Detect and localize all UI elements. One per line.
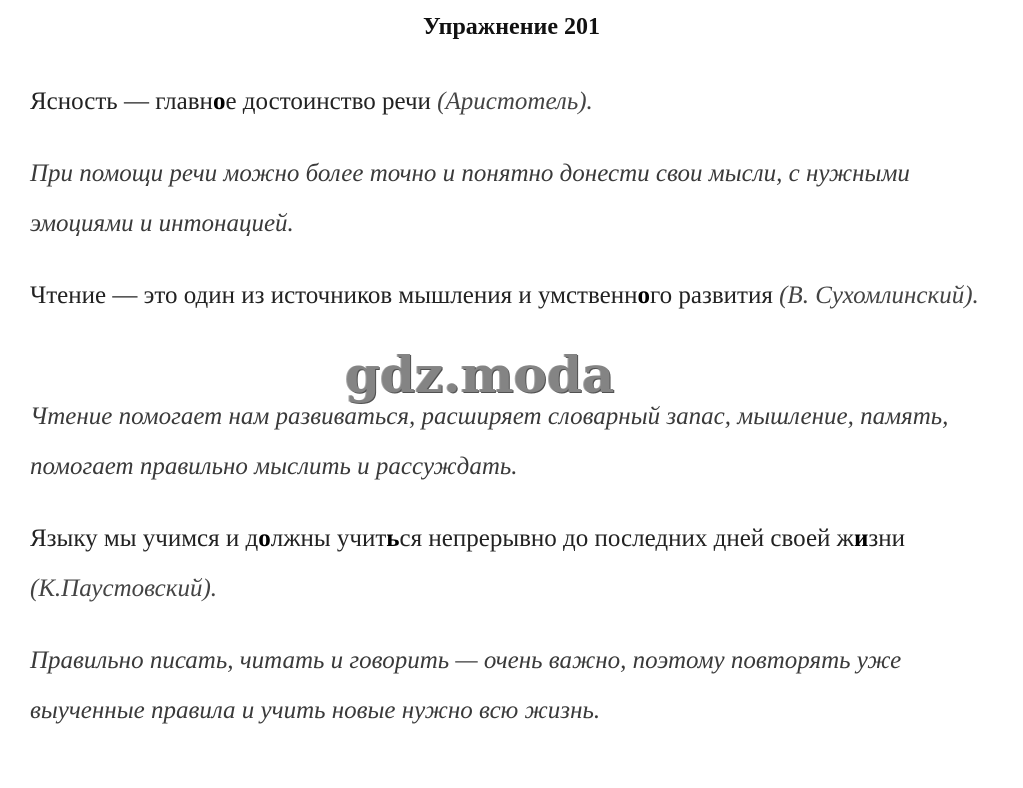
commentary-paragraph-1: При помощи речи можно более точно и понятно донести свои мысли, с нужными эмоциями и интонацией.: [30, 160, 910, 237]
quote-text: зни: [868, 525, 905, 552]
quote-text: го развития: [650, 282, 780, 309]
quote-author: (К.Паустовский).: [30, 575, 218, 602]
highlighted-letter: и: [853, 525, 869, 552]
commentary-paragraph-3: Правильно писать, читать и говорить — очень важно, поэтому повторять уже выученные правила и учить новые нужно всю жизнь.: [30, 647, 902, 724]
highlighted-letter: ь: [386, 525, 400, 552]
quote-text: Чтение — это один из источников мышления и умственн: [30, 282, 638, 309]
watermark-logo: gdz.moda: [345, 345, 615, 404]
exercise-title: Упражнение 201: [422, 14, 600, 40]
quote-text: Языку мы учимся и д: [30, 525, 259, 552]
highlighted-letter: о: [637, 282, 650, 309]
highlighted-letter: о: [212, 88, 226, 115]
quote-paragraph-2: [30, 271, 1000, 321]
quote-text: ся непрерывно до последних дней своей ж: [399, 525, 854, 552]
quote-text: лжны учит: [270, 525, 387, 552]
quote-author: (Аристотель).: [437, 88, 593, 115]
commentary-paragraph-2: Чтение помогает нам развиваться, расширяет словарный запас, мышление, память, помогает правильно мыслить и рассуждать.: [30, 403, 949, 480]
highlighted-letter: о: [258, 525, 271, 552]
quote-text: Ясность — главн: [30, 88, 213, 115]
quote-author: (В. Сухомлинский).: [779, 282, 979, 309]
quote-paragraph-1: [30, 77, 1000, 127]
quote-text: е достоинство речи: [225, 88, 438, 115]
quote-paragraph-3: [30, 514, 1000, 614]
